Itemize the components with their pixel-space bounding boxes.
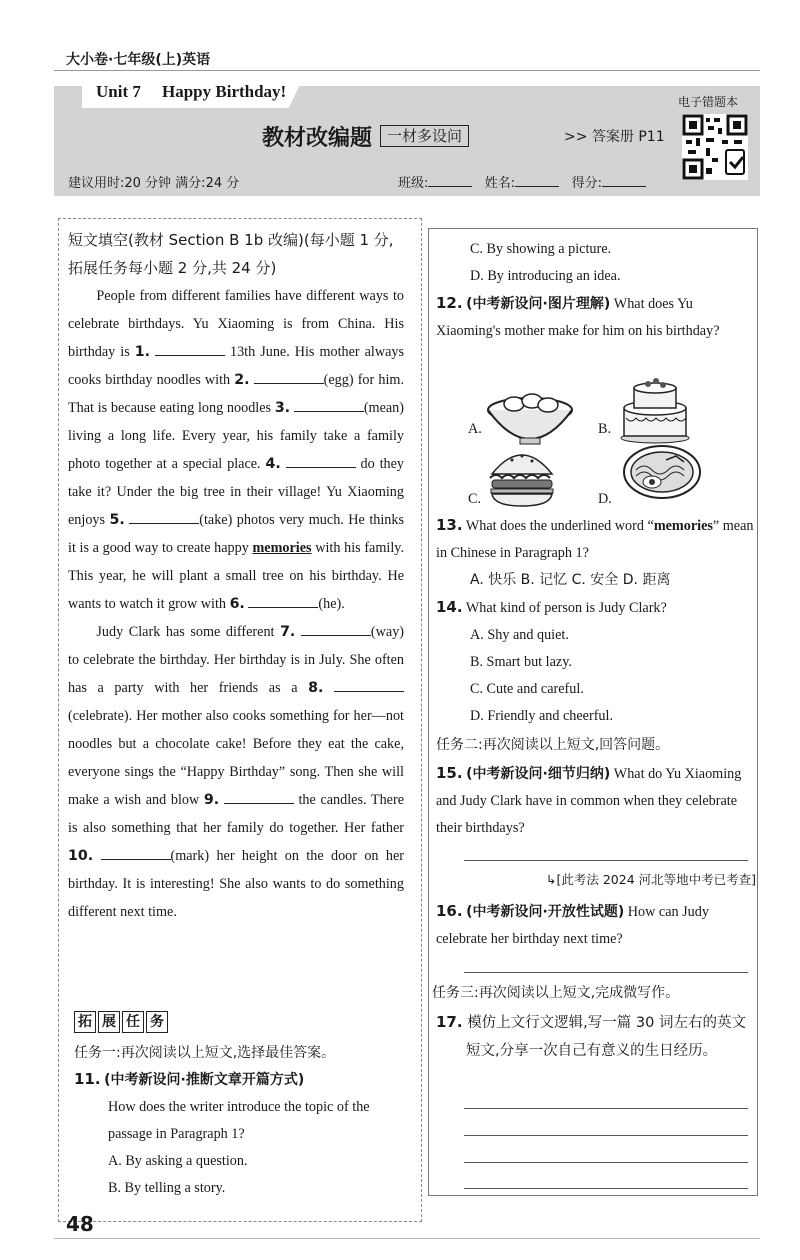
answer-blank-6[interactable] (248, 593, 318, 608)
option-a[interactable]: A. Shy and quiet. (470, 627, 569, 643)
question-text: How does the writer introduce the topic of the passage in Paragraph 1? (108, 1099, 370, 1142)
dumplings-bowl-icon[interactable] (486, 388, 574, 448)
class-label: 班级: (398, 176, 429, 191)
question-tag: (中考新设问·开放性试题) (466, 904, 625, 920)
answer-blank-5[interactable] (129, 509, 199, 524)
option-b[interactable]: B. Smart but lazy. (470, 654, 572, 670)
answer-blank-10[interactable] (101, 845, 171, 860)
footer-rule (54, 1238, 760, 1239)
blank-number: 10. (68, 848, 94, 864)
extension-task-label (74, 1011, 170, 1033)
name-label: 姓名: (484, 176, 516, 191)
option-b-label[interactable]: B. (598, 421, 612, 437)
highlighted-word: memories (653, 518, 713, 534)
question-11 (74, 1066, 410, 1202)
question-14 (436, 594, 752, 730)
question-number: 11. (74, 1070, 101, 1088)
ext-char: 务 (146, 1011, 168, 1033)
question-text: 模仿上文行文逻辑,写一篇 30 词左右的英文短文,分享一次自己有意义的生日经历。 (466, 1015, 746, 1059)
answer-blank-1[interactable] (155, 341, 225, 356)
answer-blank-9[interactable] (224, 789, 294, 804)
question-number: 12. (436, 294, 463, 312)
question-text: What do Yu Xiaoming and Judy Clark have in common when they celebrate their birthdays? (436, 766, 742, 836)
passage-text: with his family. This year, he will plant a small tree on his birthday. He wants to watch it grow with (68, 540, 404, 612)
blank-number: 2. (234, 372, 250, 388)
ext-char: 展 (98, 1011, 120, 1033)
score-field[interactable] (602, 174, 646, 187)
question-number: 16. (436, 902, 463, 920)
blank-number: 4. (265, 456, 281, 472)
question-number: 13. (436, 516, 463, 534)
reading-passage (68, 282, 404, 926)
option-d[interactable]: D. By introducing an idea. (470, 268, 621, 284)
passage-text: (mean) living a long life. Every year, his family take a family photo together at a special place. (68, 400, 405, 472)
question-tag: (中考新设问·图片理解) (466, 296, 611, 312)
passage-text: 13th June. His mother always cooks birthday noodles with (68, 344, 405, 388)
question-tag: (中考新设问·细节归纳) (466, 766, 611, 782)
noodles-bowl-icon[interactable] (622, 444, 702, 510)
question-number: 17. (436, 1013, 463, 1031)
question-13-options[interactable]: A. 快乐 B. 记忆 C. 安全 D. 距离 (470, 572, 671, 588)
passage-text: (he). (318, 596, 345, 612)
qr-label: 电子错题本 (678, 95, 739, 109)
writing-line-4[interactable] (464, 1188, 748, 1189)
task-2-instruction: 任务二:再次阅读以上短文,回答问题。 (436, 737, 670, 753)
option-c[interactable]: C. Cute and careful. (470, 681, 584, 697)
paragraph-2 (68, 618, 404, 926)
time-score-info: 建议用时:20 分钟 满分:24 分 (68, 176, 240, 191)
answer-blank-2[interactable] (254, 369, 324, 384)
passage-text: the candles. There is also something that her family do together. Her father (68, 792, 405, 836)
hamburger-icon[interactable] (488, 446, 556, 508)
question-text: What does the underlined word “ (465, 518, 654, 534)
answer-blank-3[interactable] (294, 397, 364, 412)
birthday-cake-icon[interactable] (618, 374, 692, 444)
question-number: 14. (436, 598, 463, 616)
unit-title: Happy Birthday! (162, 82, 287, 101)
underlined-word-memories: memories (252, 540, 312, 556)
task-1-instruction: 任务一:再次阅读以上短文,选择最佳答案。 (74, 1045, 336, 1061)
exam-note: ↳[此考法 2024 河北等地中考已考查] (546, 872, 756, 887)
option-b[interactable]: B. By telling a story. (108, 1180, 226, 1196)
paragraph-1 (68, 282, 404, 618)
option-d-label[interactable]: D. (598, 491, 612, 507)
writing-line-1[interactable] (464, 1108, 748, 1109)
writing-line-2[interactable] (464, 1135, 748, 1136)
passage-text: (egg) for him. That is because eating long noodles (68, 372, 404, 416)
question-17 (436, 1008, 752, 1065)
section-title: 短文填空(教材 Section B 1b 改编)(每小题 1 分,拓展任务每小题 2 分,共 24 分) (68, 231, 394, 277)
question-11-continued (436, 236, 752, 290)
passage-text: (celebrate). Her mother also cooks something for her—not noodles but a chocolate cake! Before they eat the cake, everyone sings the “Happy Birthday” song. Then she will make a wish and blow (68, 708, 404, 808)
blank-number: 9. (203, 792, 220, 808)
score-label: 得分: (571, 176, 602, 191)
passage-text: (mark) her height on the door on her birthday. It is interesting! She also wants to do something different next time. (68, 848, 404, 920)
blank-number: 1. (134, 344, 150, 360)
blank-number: 5. (109, 512, 125, 528)
ext-char: 拓 (74, 1011, 96, 1033)
option-c-label[interactable]: C. (468, 491, 482, 507)
blank-number: 6. (229, 596, 245, 612)
question-text: What does Yu Xiaoming's mother make for him on his birthday? (436, 296, 720, 339)
answer-blank-7[interactable] (301, 621, 371, 636)
question-number: 15. (436, 764, 463, 782)
name-field[interactable] (515, 174, 559, 187)
unit-label: Unit 7 (96, 82, 141, 101)
student-info-fields (398, 172, 646, 191)
passage-text: People from different families have different ways to celebrate birthdays. Yu Xiaoming is from China. His birthday is (68, 288, 404, 360)
class-field[interactable] (428, 174, 472, 187)
question-16 (436, 898, 754, 953)
ext-char: 任 (122, 1011, 144, 1033)
passage-text: (take) photos very much. He thinks it is a good way to create happy (68, 512, 405, 556)
option-d[interactable]: D. Friendly and cheerful. (470, 708, 614, 724)
task-3-instruction: 任务三:再次阅读以上短文,完成微写作。 (432, 985, 680, 1001)
page-number: 48 (66, 1212, 94, 1236)
header-rule (54, 70, 760, 71)
question-15 (436, 760, 754, 842)
writing-line-3[interactable] (464, 1162, 748, 1163)
book-title: 大小卷·七年级(上)英语 (66, 52, 211, 68)
option-c[interactable]: C. By showing a picture. (470, 241, 612, 257)
banner-title: 教材改编题 (262, 126, 373, 151)
question-text: How can Judy celebrate her birthday next time? (436, 904, 709, 947)
question-12 (436, 290, 752, 345)
option-a[interactable]: A. By asking a question. (108, 1153, 248, 1169)
note-text: [此考法 2024 河北等地中考已考查] (556, 872, 756, 887)
passage-text: (way) to celebrate the birthday. Her birthday is in July. She often has a party with her friends as a (68, 624, 405, 696)
answer-reference: >> 答案册 P11 (564, 129, 665, 145)
answer-blank-8[interactable] (334, 677, 404, 692)
passage-text: Judy Clark has some different (96, 624, 281, 640)
passage-text: do they take it? Under the big tree in their village! Yu Xiaoming enjoys (68, 456, 405, 528)
answer-line-15[interactable] (464, 860, 748, 861)
option-a-label[interactable]: A. (468, 421, 482, 437)
question-text: What kind of person is Judy Clark? (465, 600, 667, 616)
blank-number: 3. (274, 400, 291, 416)
blank-number: 7. (280, 624, 296, 640)
question-13 (436, 512, 754, 594)
question-text: ” mean in Chinese in Paragraph 1? (436, 518, 754, 561)
blank-number: 8. (308, 680, 324, 696)
answer-blank-4[interactable] (286, 453, 356, 468)
question-tag: (中考新设问·推断文章开篇方式) (104, 1072, 305, 1088)
answer-line-16[interactable] (464, 972, 748, 973)
banner-tag: 一材多设问 (380, 125, 469, 147)
qr-code-icon[interactable] (682, 114, 748, 180)
